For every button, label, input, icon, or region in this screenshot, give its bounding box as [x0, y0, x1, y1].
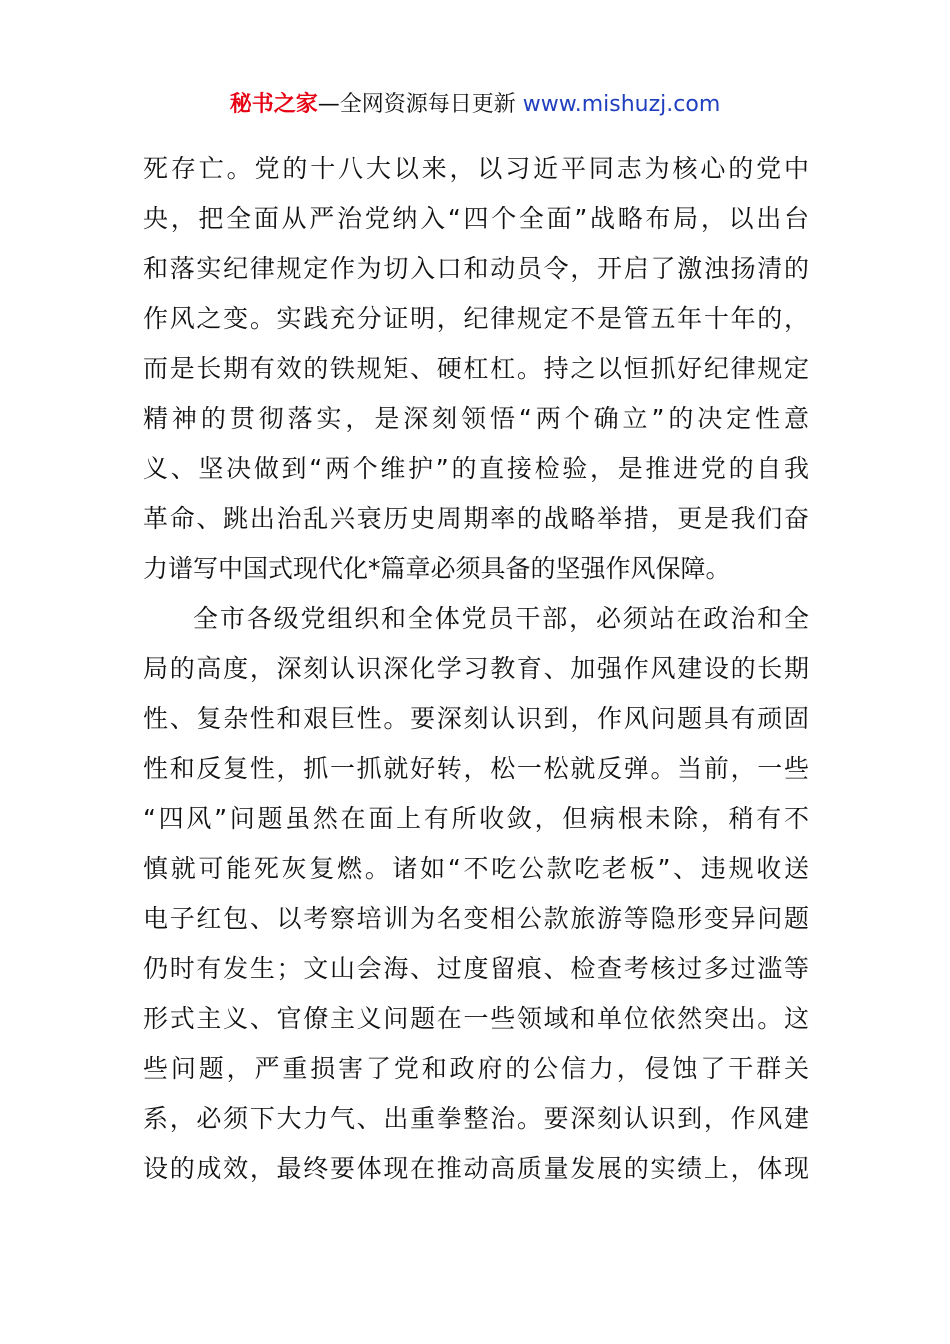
text-line: 而是长期有效的铁规矩、硬杠杠。持之以恒抓好纪律规定: [143, 354, 809, 383]
text-line: 慎就可能死灰复燃。诸如“不吃公款吃老板”、违规收送: [143, 854, 809, 883]
text-line: 些问题，严重损害了党和政府的公信力，侵蚀了干群关: [143, 1054, 809, 1083]
header-brand: 秘书之家: [229, 92, 318, 117]
text-line: 和落实纪律规定作为切入口和动员令，开启了激浊扬清的: [143, 254, 809, 283]
header-url[interactable]: www.mishuzj.com: [522, 92, 721, 117]
page-header: [0, 88, 950, 122]
text-line: 性、复杂性和艰巨性。要深刻认识到，作风问题具有顽固: [143, 704, 809, 733]
text-line: 全市各级党组织和全体党员干部，必须站在政治和全: [193, 604, 809, 633]
text-line: 革命、跳出治乱兴衰历史周期率的战略举措，更是我们奋: [143, 504, 809, 533]
text-line: 系，必须下大力气、出重拳整治。要深刻认识到，作风建: [143, 1104, 809, 1133]
text-line: 力谱写中国式现代化*篇章必须具备的坚强作风保障。: [143, 554, 731, 583]
paragraph-1: [143, 144, 809, 594]
text-line: 央，把全面从严治党纳入“四个全面”战略布局，以出台: [143, 204, 809, 233]
text-line: 性和反复性，抓一抓就好转，松一松就反弹。当前，一些: [143, 754, 809, 783]
text-line: 设的成效，最终要体现在推动高质量发展的实绩上，体现: [143, 1154, 809, 1183]
text-line: 精神的贯彻落实，是深刻领悟“两个确立”的决定性意: [143, 404, 809, 433]
header-tagline: —全网资源每日更新: [317, 92, 516, 117]
text-line: 死存亡。党的十八大以来，以习近平同志为核心的党中: [143, 154, 809, 183]
text-line: 局的高度，深刻认识深化学习教育、加强作风建设的长期: [143, 654, 809, 683]
text-line: 电子红包、以考察培训为名变相公款旅游等隐形变异问题: [143, 904, 809, 933]
text-line: 义、坚决做到“两个维护”的直接检验，是推进党的自我: [143, 454, 809, 483]
text-line: 仍时有发生；文山会海、过度留痕、检查考核过多过滥等: [143, 954, 809, 983]
document-body: [143, 144, 809, 1194]
text-line: “四风”问题虽然在面上有所收敛，但病根未除，稍有不: [143, 804, 809, 833]
text-line: 作风之变。实践充分证明，纪律规定不是管五年十年的，: [143, 304, 809, 333]
paragraph-2: [143, 594, 809, 1194]
text-line: 形式主义、官僚主义问题在一些领域和单位依然突出。这: [143, 1004, 809, 1033]
